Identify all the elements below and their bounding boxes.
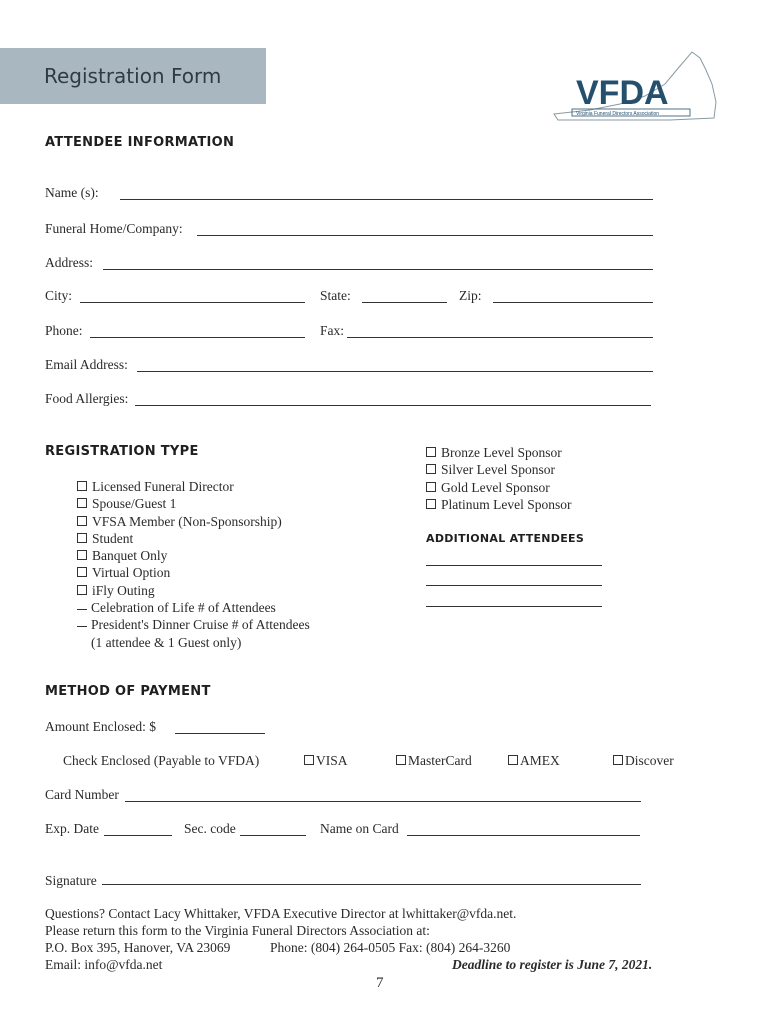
zip-label: Zip: [459, 288, 482, 303]
checkbox[interactable] [77, 585, 87, 595]
checkbox[interactable] [77, 516, 87, 526]
phone-field[interactable] [90, 337, 305, 338]
logo-text: VFDA [576, 74, 669, 112]
zip-field[interactable] [493, 302, 653, 303]
city-field[interactable] [80, 302, 305, 303]
name-on-card-label: Name on Card [320, 821, 399, 836]
amount-label: Amount Enclosed: $ [45, 719, 156, 734]
logo-subtitle: Virginia Funeral Directors Association [576, 111, 660, 117]
sponsor-option[interactable]: Gold Level Sponsor [426, 479, 572, 496]
reg-option[interactable]: Virtual Option [77, 564, 310, 581]
checkbox[interactable] [613, 755, 623, 765]
checkbox[interactable] [304, 755, 314, 765]
exp-date-field[interactable] [104, 835, 172, 836]
email-field[interactable] [137, 371, 653, 372]
checkbox[interactable] [77, 550, 87, 560]
reg-count-option[interactable]: President's Dinner Cruise # of Attendees [77, 616, 310, 633]
name-label: Name (s): [45, 185, 99, 200]
count-blank[interactable] [77, 609, 87, 610]
fax-label: Fax: [320, 323, 345, 338]
contact-text: Questions? Contact Lacy Whittaker, VFDA Executive Director at lwhittaker@vfda.net. [45, 906, 517, 921]
fax-field[interactable] [347, 337, 653, 338]
check-enclosed-label: Check Enclosed (Payable to VFDA) [63, 753, 260, 768]
po-box-text: P.O. Box 395, Hanover, VA 23069 [45, 940, 231, 955]
signature-field[interactable] [102, 884, 641, 885]
allergies-field[interactable] [135, 405, 651, 406]
sponsor-option[interactable]: Silver Level Sponsor [426, 461, 572, 478]
guest-note: (1 attendee & 1 Guest only) [91, 634, 242, 650]
additional-attendees-heading: ADDITIONAL ATTENDEES [426, 532, 585, 545]
state-label: State: [320, 288, 351, 303]
checkbox[interactable] [426, 499, 436, 509]
checkbox[interactable] [426, 447, 436, 457]
state-field[interactable] [362, 302, 447, 303]
checkbox[interactable] [77, 567, 87, 577]
checkbox[interactable] [508, 755, 518, 765]
deadline-text: Deadline to register is June 7, 2021. [452, 957, 653, 972]
form-title: Registration Form [44, 64, 222, 88]
city-label: City: [45, 288, 73, 303]
checkbox[interactable] [77, 498, 87, 508]
phone-label: Phone: [45, 323, 83, 338]
sponsor-options [426, 444, 572, 513]
sponsor-option[interactable]: Bronze Level Sponsor [426, 444, 572, 461]
checkbox[interactable] [426, 464, 436, 474]
registration-heading: REGISTRATION TYPE [45, 444, 199, 459]
address-label: Address: [45, 255, 93, 270]
name-on-card-field[interactable] [407, 835, 640, 836]
card-number-label: Card Number [45, 787, 119, 802]
name-field[interactable] [120, 199, 653, 200]
reg-option[interactable]: Spouse/Guest 1 [77, 495, 310, 512]
sec-code-field[interactable] [240, 835, 306, 836]
checkbox[interactable] [426, 482, 436, 492]
attendee-heading: ATTENDEE INFORMATION [45, 135, 235, 150]
vfda-logo [550, 44, 720, 124]
count-blank[interactable] [77, 626, 87, 627]
additional-attendee-line[interactable] [426, 606, 602, 607]
card-amex-option[interactable]: AMEX [508, 753, 560, 769]
reg-option[interactable]: VFSA Member (Non-Sponsorship) [77, 513, 310, 530]
card-visa-option[interactable]: VISA [304, 753, 348, 769]
company-label: Funeral Home/Company: [45, 221, 183, 236]
phone-fax-text: Phone: (804) 264-0505 Fax: (804) 264-3260 [270, 940, 511, 955]
sponsor-option[interactable]: Platinum Level Sponsor [426, 496, 572, 513]
card-number-field[interactable] [125, 801, 641, 802]
reg-option[interactable]: iFly Outing [77, 582, 310, 599]
exp-date-label: Exp. Date [45, 821, 99, 836]
address-field[interactable] [103, 269, 653, 270]
checkbox[interactable] [396, 755, 406, 765]
allergies-label: Food Allergies: [45, 391, 129, 406]
checkbox[interactable] [77, 481, 87, 491]
reg-count-option[interactable]: Celebration of Life # of Attendees [77, 599, 310, 616]
reg-option[interactable]: Student [77, 530, 310, 547]
email-label: Email Address: [45, 357, 128, 372]
reg-option[interactable]: Banquet Only [77, 547, 310, 564]
reg-option[interactable]: Licensed Funeral Director [77, 478, 310, 495]
payment-heading: METHOD OF PAYMENT [45, 684, 211, 699]
sec-code-label: Sec. code [184, 821, 236, 836]
additional-attendee-line[interactable] [426, 585, 602, 586]
amount-field[interactable] [175, 733, 265, 734]
page-number: 7 [376, 975, 384, 991]
registration-options [77, 478, 310, 651]
email-text: Email: info@vfda.net [45, 957, 163, 972]
company-field[interactable] [197, 235, 653, 236]
card-discover-option[interactable]: Discover [613, 753, 674, 769]
signature-label: Signature [45, 873, 97, 888]
checkbox[interactable] [77, 533, 87, 543]
return-text: Please return this form to the Virginia Funeral Directors Association at: [45, 923, 430, 938]
additional-attendee-line[interactable] [426, 565, 602, 566]
card-mastercard-option[interactable]: MasterCard [396, 753, 472, 769]
